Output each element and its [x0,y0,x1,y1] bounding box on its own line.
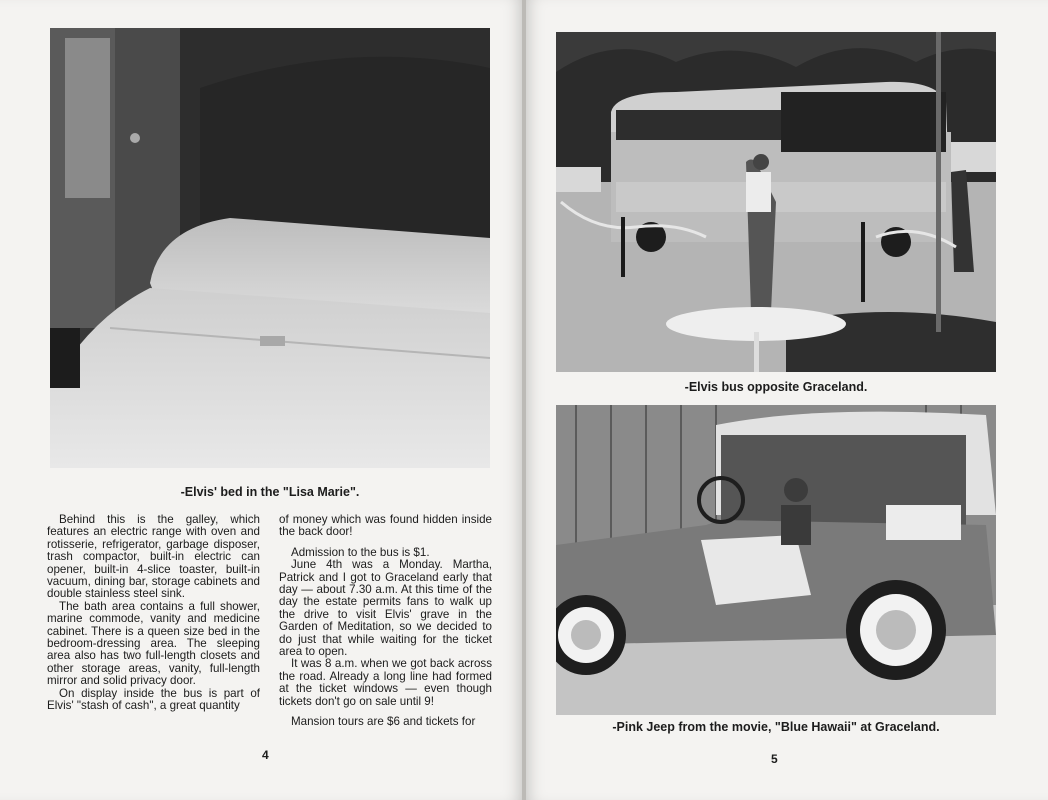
jeep-photo-caption: -Pink Jeep from the movie, "Blue Hawaii" at Graceland. [612,720,940,734]
bed-photo [50,28,490,468]
article-column-1 [47,514,260,713]
jeep-photo [556,405,996,715]
column2-paragraph-5: Mansion tours are $6 and tickets for [291,715,476,729]
bus-photo-caption: -Elvis bus opposite Graceland. [684,380,868,394]
column1-paragraph-1: Behind this is the galley, which features an electric range with oven and rotisserie, refrigerator, garbage disposer, trash compactor, built-in electric can opener, built-in 4-slice toaster, built-in vacuum, dining bar, storage cabinets and double stainless steel sink. [47,513,260,601]
page-number-left: 4 [262,748,269,762]
column2-paragraph-3: June 4th was a Monday. Martha, Patrick and I got to Graceland early that day — about 7.30 a.m. At this time of the day the estate permits fans to walk up the drive to visit Elvis' grave in the Garden of Meditation, so we decided to do just that while waiting for the ticket area to open. [279,558,492,659]
bed-photo-caption: -Elvis' bed in the "Lisa Marie". [180,485,360,499]
column1-paragraph-2: The bath area contains a full shower, marine commode, vanity and medicine cabinet. There is a queen size bed in the bedroom-dressing area. The sleeping area also has two full-length closets and other storage areas, vanity, full-length mirror and solid privacy door. [47,599,260,688]
column2-paragraph-1: of money which was found hidden inside the back door! [279,513,492,539]
bus-photo [556,32,996,372]
left-page [0,0,522,800]
article-column-2 [279,514,492,729]
page-number-right: 5 [771,752,778,766]
column1-paragraph-3: On display inside the bus is part of Elvis' "stash of cash", a great quantity [47,686,260,713]
column2-paragraph-2: Admission to the bus is $1. [291,545,430,559]
right-page [526,0,1048,800]
column2-paragraph-4: It was 8 a.m. when we got back across the road. Already a long line had formed at the ticket windows — even though tickets don't go on sale until 9! [279,657,492,708]
